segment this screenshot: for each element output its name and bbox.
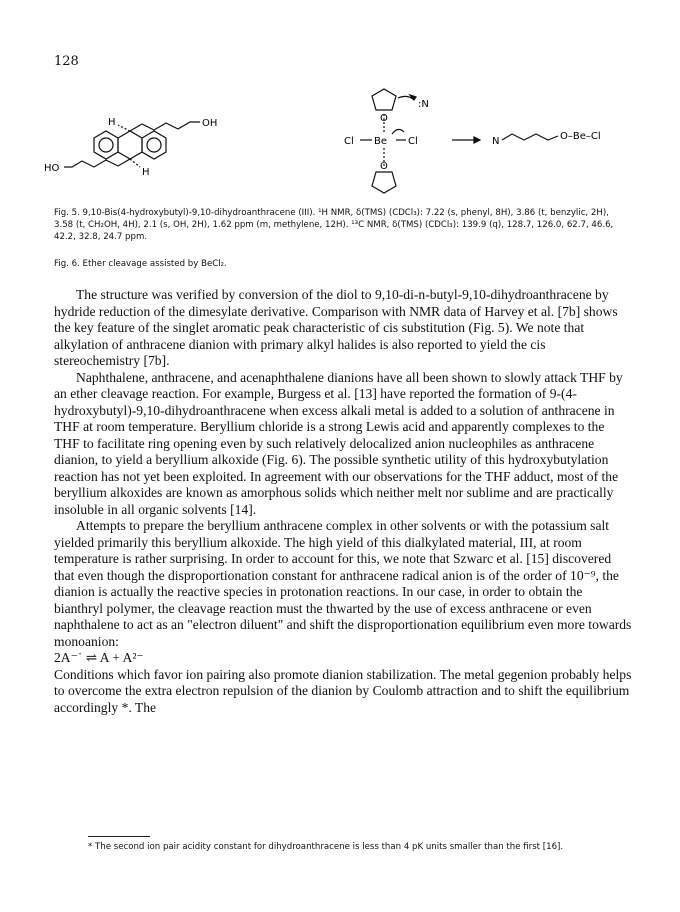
fig6-o-top: O [380, 113, 388, 124]
paragraph-3: Attempts to prepare the beryllium anthracene complex in other solvents or with the potassium salt yielded primarily this beryllium alkoxide. The high yield of this dialkylated material, III, at room temperature is rather surprising. In order to account for this, we note that Szwarc et al. [15] discovered that even though the disproportionation constant for anthracene radical anion is of the order of 10⁻⁹, the dianion is actually the reactive species in protonation reactions. In our case, in order to obtain the bianthryl polymer, the cleavage reaction must the thwarted by the use of excess anthracene or even naphthalene to act as an "electron diluent" and shift the disproportionation equilibrium even more towards monoanion: [54, 518, 632, 649]
footnote-rule [88, 836, 150, 837]
figure-area [44, 76, 634, 204]
page-number: 128 [54, 54, 79, 69]
footnote: * The second ion pair acidity constant for dihydroanthracene is less than 4 pK units smaller than the first [16]. [88, 842, 564, 852]
equation: 2A⁻˙ ⇌ A + A²⁻ [54, 650, 144, 665]
figure-6-caption: Fig. 6. Ether cleavage assisted by BeCl₂. [54, 259, 227, 269]
fig5-h-bottom: H [142, 167, 150, 178]
fig6-o-be-cl: O–Be–Cl [560, 131, 601, 142]
paragraph-4: Conditions which favor ion pairing also promote dianion stabilization. The metal gegenion probably helps to overcome the extra electron repulsion of the dianion by Coulomb attraction and to shift the equilibrium accordingly *. The [54, 666, 632, 715]
fig5-h-top: H [108, 117, 116, 128]
fig5-oh-label: OH [202, 118, 218, 129]
fig6-o-bottom: O [380, 161, 388, 172]
fig6-cl-left: Cl [344, 136, 354, 147]
fig5-ho-label: HO [44, 163, 60, 174]
figure-6-structure [360, 89, 558, 193]
paragraph-2: Naphthalene, anthracene, and acenaphthalene dianions have all been shown to slowly attack THF by an ether cleavage reaction. For example, Burgess et al. [13] have reported the formation of 9-(4-hydroxybutyl)-9,10-dihydroanthracene when excess alkali metal is added to a solution of anthracene in THF at room temperature. Beryllium chloride is a strong Lewis acid and apparently complexes to the THF to facilitate ring opening even by such relatively delocalized anion nucleophiles as anthracene dianion, to yield a beryllium alkoxide (Fig. 6). The possible synthetic utility of this hydroxybutylation reaction has not yet been exploited. In agreement with our observations for the THF adduct, most of the beryllium alkoxides are known as amorphous solids which neither melt nor sublime and are practically insoluble in all organic solvents [14]. [54, 369, 623, 517]
paragraph-1: The structure was verified by conversion of the diol to 9,10-di-n-butyl-9,10-dihydroanthracene by hydride reduction of the dimesylate derivative. Comparison with NMR data of Harvey et al. [7b] shows the key feature of the singlet aromatic peak characteristic of cis substitution (Fig. 5). We note that alkylation of anthracene dianion with primary alkyl halides is also reported to yield the cis stereochemistry [7b]. [54, 287, 618, 368]
figure-5-structure [64, 122, 200, 167]
fig6-cl-right: Cl [408, 136, 418, 147]
fig6-colon-n: :N [418, 99, 429, 110]
fig6-be: Be [374, 136, 388, 147]
body-text [54, 287, 632, 716]
fig6-n-product: N [492, 136, 500, 147]
figure-5-caption: Fig. 5. 9,10-Bis(4-hydroxybutyl)-9,10-dihydroanthracene (III). ¹H NMR, δ(TMS) (CDCl₃): 7.22 (s, phenyl, 8H), 3.86 (t, benzylic, 2H), 3.58 (t, CH₂OH, 4H), 2.1 (s, OH, 2H), 1.62 ppm (m, methylene, 12H). ¹³C NMR, δ(TMS) (CDCl₃): 139.9 (q), 128.7, 126.0, 62.7, 46.6, 42.2, 32.8, 24.7 ppm. [54, 208, 614, 242]
